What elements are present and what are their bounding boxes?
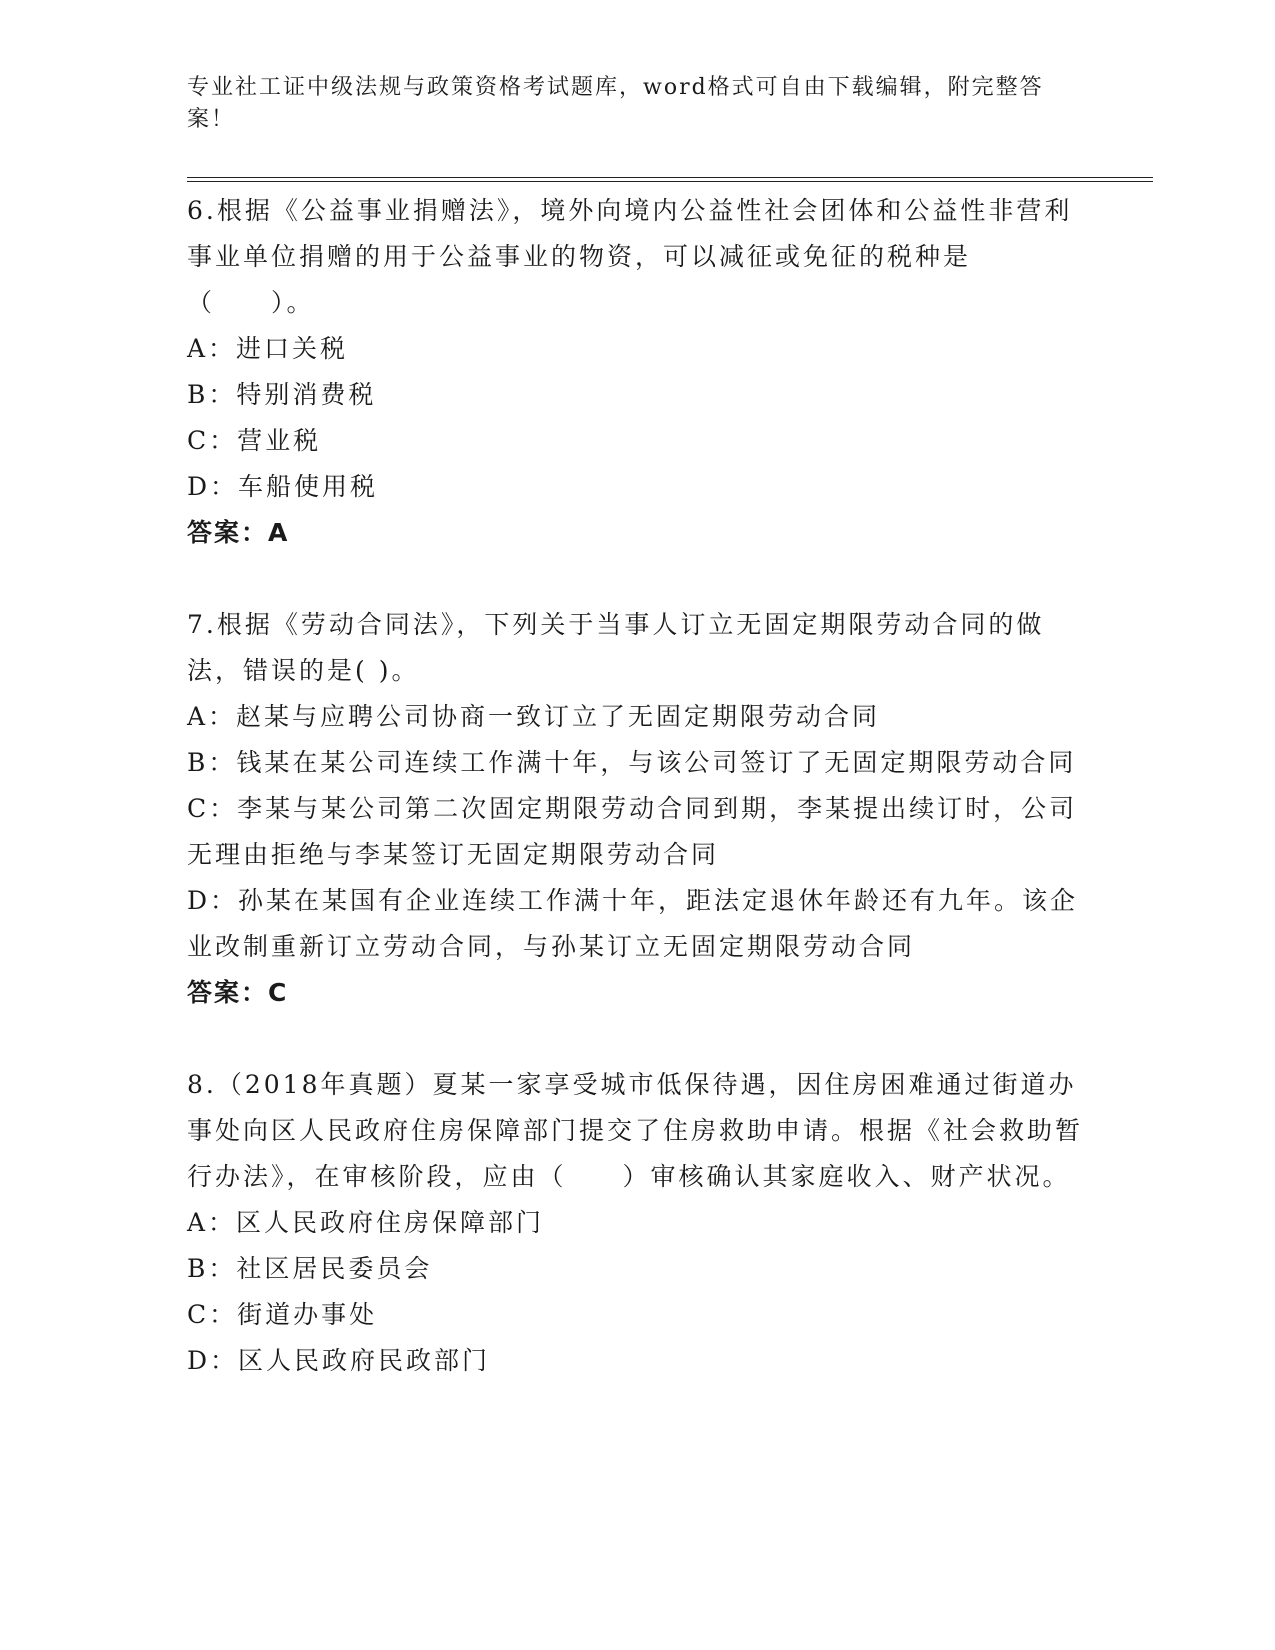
- question-text: 7.根据《劳动合同法》，下列关于当事人订立无固定期限劳动合同的做法，错误的是( )。: [187, 610, 1045, 685]
- question-text: 6.根据《公益事业捐赠法》，境外向境内公益性社会团体和公益性非营利事业单位捐赠的用于公益事业的物资，可以减征或免征的税种是（ ）。: [187, 196, 1073, 317]
- option-c: C：街道办事处: [187, 1300, 378, 1329]
- option-b: B：社区居民委员会: [187, 1254, 433, 1283]
- option-d: D：区人民政府民政部门: [187, 1346, 491, 1375]
- option-a: A：赵某与应聘公司协商一致订立了无固定期限劳动合同: [187, 702, 881, 731]
- option-d: D：孙某在某国有企业连续工作满十年，距法定退休年龄还有九年。该企业改制重新订立劳动合同，与孙某订立无固定期限劳动合同: [187, 886, 1079, 961]
- option-a: A：进口关税: [187, 334, 349, 363]
- question-7: [187, 602, 1087, 1016]
- option-c: C：李某与某公司第二次固定期限劳动合同到期，李某提出续订时，公司无理由拒绝与李某签订无固定期限劳动合同: [187, 794, 1078, 869]
- document-header: 专业社工证中级法规与政策资格考试题库，word格式可自由下载编辑，附完整答案！: [187, 75, 1044, 132]
- question-6: [187, 188, 1087, 556]
- header-divider-top: [187, 177, 1153, 178]
- question-spacer: [187, 1016, 1087, 1062]
- option-a: A：区人民政府住房保障部门: [187, 1208, 545, 1237]
- option-b: B：特别消费税: [187, 380, 377, 409]
- question-spacer: [187, 556, 1087, 602]
- option-b: B：钱某在某公司连续工作满十年，与该公司签订了无固定期限劳动合同: [187, 748, 1077, 777]
- answer-label: 答案：C: [187, 978, 289, 1007]
- answer-label: 答案：A: [187, 518, 290, 547]
- option-d: D：车船使用税: [187, 472, 379, 501]
- question-8: [187, 1062, 1087, 1384]
- header-divider-bottom: [187, 181, 1153, 182]
- question-text: 8.（2018年真题）夏某一家享受城市低保待遇，因住房困难通过街道办事处向区人民政府住房保障部门提交了住房救助申请。根据《社会救助暂行办法》，在审核阶段，应由（ ）审核确认其家庭收入、财产状况。: [187, 1070, 1084, 1191]
- option-c: C：营业税: [187, 426, 322, 455]
- question-list: [187, 188, 1087, 1384]
